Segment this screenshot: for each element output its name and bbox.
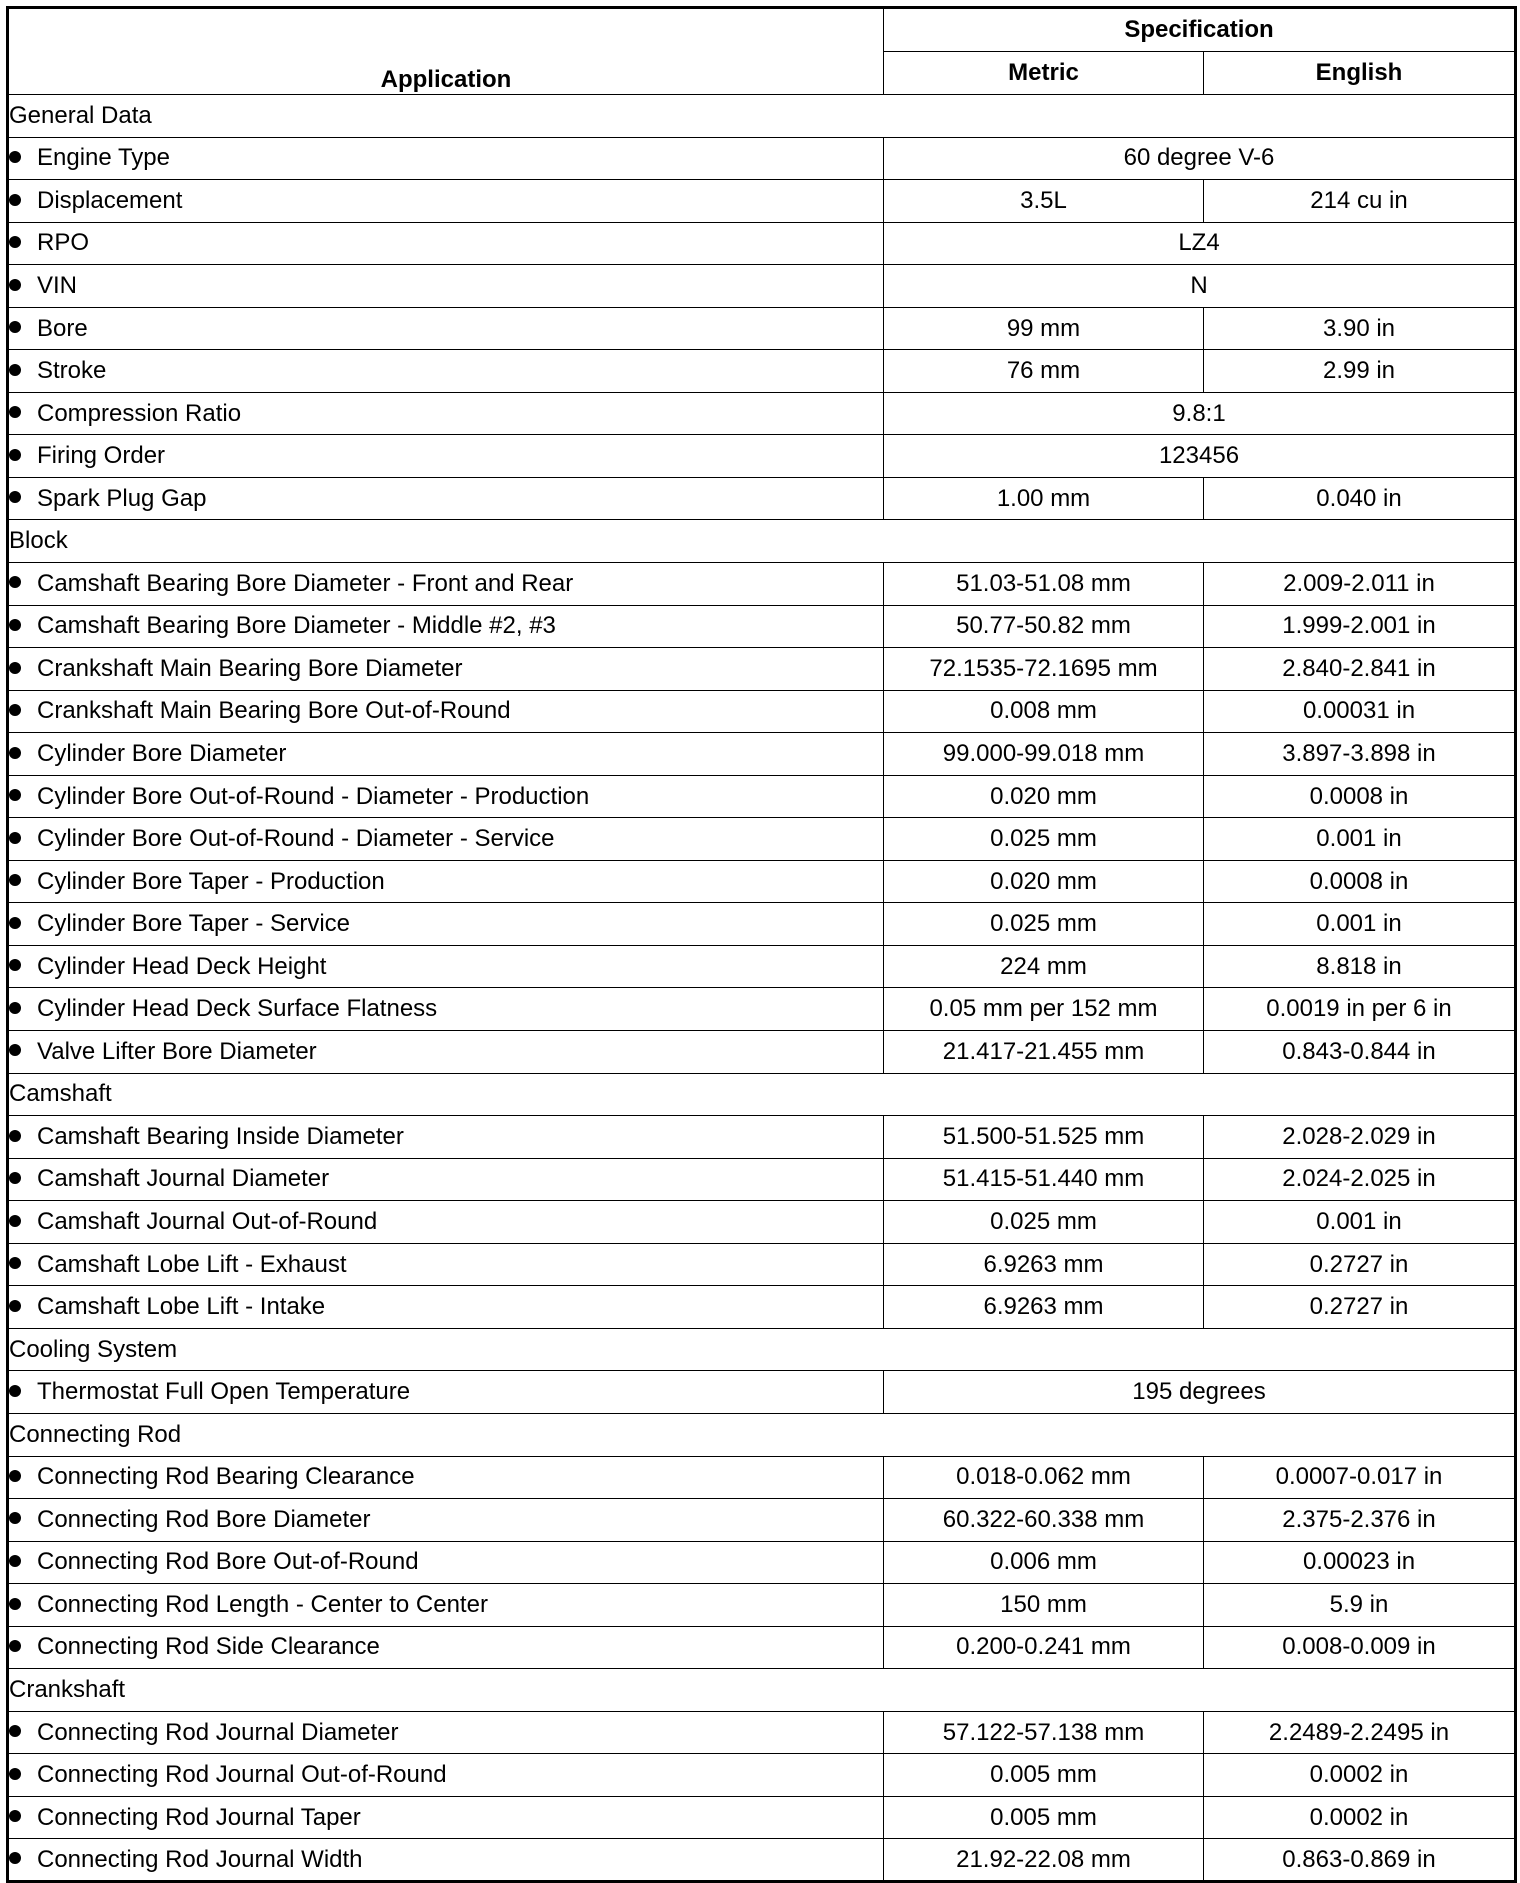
metric-value-cell: 150 mm <box>884 1584 1204 1627</box>
application-label: Compression Ratio <box>37 399 242 427</box>
application-label: Camshaft Journal Out-of-Round <box>37 1207 378 1235</box>
bullet-icon <box>9 1810 21 1822</box>
bullet-icon <box>9 747 21 759</box>
english-value-cell: 0.0002 in <box>1204 1754 1516 1797</box>
bullet-icon <box>9 874 21 886</box>
metric-value-cell: 99 mm <box>884 307 1204 350</box>
metric-value-cell: 6.9263 mm <box>884 1286 1204 1329</box>
english-value-cell: 0.00031 in <box>1204 690 1516 733</box>
metric-value-cell: 0.025 mm <box>884 1201 1204 1244</box>
engine-spec-table <box>6 6 1517 1883</box>
application-cell <box>8 733 884 776</box>
bullet-icon <box>9 1385 21 1397</box>
combined-spec-cell: 123456 <box>884 435 1516 478</box>
application-cell <box>8 1796 884 1839</box>
bullet-icon <box>9 1598 21 1610</box>
application-cell <box>8 392 884 435</box>
bullet-icon <box>9 1215 21 1227</box>
metric-value-cell: 0.200-0.241 mm <box>884 1626 1204 1669</box>
bullet-icon <box>9 662 21 674</box>
application-cell <box>8 1371 884 1414</box>
application-cell <box>8 1584 884 1627</box>
application-label: Crankshaft Main Bearing Bore Out-of-Round <box>37 697 511 725</box>
metric-value-cell: 50.77-50.82 mm <box>884 605 1204 648</box>
bullet-icon <box>9 1852 21 1864</box>
application-cell <box>8 1456 884 1499</box>
metric-value-cell: 0.025 mm <box>884 903 1204 946</box>
english-value-cell: 2.024-2.025 in <box>1204 1158 1516 1201</box>
application-cell <box>8 1499 884 1542</box>
application-label: Crankshaft Main Bearing Bore Diameter <box>37 654 463 682</box>
application-cell <box>8 563 884 606</box>
section-header-row <box>8 95 1516 138</box>
application-label: Engine Type <box>37 144 170 172</box>
table-row <box>8 477 1516 520</box>
table-row <box>8 1243 1516 1286</box>
metric-value-cell: 57.122-57.138 mm <box>884 1711 1204 1754</box>
english-value-cell: 0.040 in <box>1204 477 1516 520</box>
section-header-row <box>8 1328 1516 1371</box>
metric-value-cell: 0.006 mm <box>884 1541 1204 1584</box>
table-row <box>8 690 1516 733</box>
metric-value-cell: 0.05 mm per 152 mm <box>884 988 1204 1031</box>
spec-table-container <box>6 6 1517 1883</box>
application-label: Connecting Rod Journal Width <box>37 1845 363 1873</box>
english-value-cell: 1.999-2.001 in <box>1204 605 1516 648</box>
english-value-cell: 0.843-0.844 in <box>1204 1031 1516 1074</box>
metric-value-cell: 76 mm <box>884 350 1204 393</box>
bullet-icon <box>9 576 21 588</box>
metric-value-cell: 3.5L <box>884 180 1204 223</box>
application-cell <box>8 1839 884 1882</box>
application-label: Camshaft Bearing Bore Diameter - Front and Rear <box>37 569 574 597</box>
english-value-cell: 0.2727 in <box>1204 1286 1516 1329</box>
metric-value-cell: 224 mm <box>884 945 1204 988</box>
application-label: Camshaft Lobe Lift - Exhaust <box>37 1250 347 1278</box>
application-cell <box>8 1711 884 1754</box>
application-cell <box>8 180 884 223</box>
application-label: Camshaft Lobe Lift - Intake <box>37 1293 326 1321</box>
metric-value-cell: 51.500-51.525 mm <box>884 1116 1204 1159</box>
bullet-icon <box>9 236 21 248</box>
table-row <box>8 648 1516 691</box>
application-cell <box>8 1626 884 1669</box>
application-cell <box>8 1754 884 1797</box>
application-label: Cylinder Head Deck Height <box>37 952 327 980</box>
table-row <box>8 265 1516 308</box>
application-label: Bore <box>37 314 88 342</box>
application-label: Connecting Rod Bore Diameter <box>37 1505 371 1533</box>
application-cell <box>8 477 884 520</box>
application-label: Cylinder Head Deck Surface Flatness <box>37 995 438 1023</box>
metric-column-header: Metric <box>884 52 1204 95</box>
bullet-icon <box>9 406 21 418</box>
table-row <box>8 392 1516 435</box>
english-value-cell: 2.028-2.029 in <box>1204 1116 1516 1159</box>
combined-spec-cell: 60 degree V-6 <box>884 137 1516 180</box>
table-row <box>8 1456 1516 1499</box>
english-value-cell: 0.008-0.009 in <box>1204 1626 1516 1669</box>
combined-spec-cell: 195 degrees <box>884 1371 1516 1414</box>
combined-spec-cell: N <box>884 265 1516 308</box>
table-row <box>8 1499 1516 1542</box>
application-label: Cylinder Bore Out-of-Round - Diameter - Production <box>37 782 590 810</box>
application-cell <box>8 1031 884 1074</box>
english-value-cell: 214 cu in <box>1204 180 1516 223</box>
section-title: General Data <box>8 95 1516 138</box>
table-row <box>8 903 1516 946</box>
application-cell <box>8 903 884 946</box>
table-row <box>8 775 1516 818</box>
table-row <box>8 1286 1516 1329</box>
english-value-cell: 0.2727 in <box>1204 1243 1516 1286</box>
table-row <box>8 818 1516 861</box>
bullet-icon <box>9 364 21 376</box>
metric-value-cell: 72.1535-72.1695 mm <box>884 648 1204 691</box>
table-row <box>8 350 1516 393</box>
table-row <box>8 733 1516 776</box>
application-cell <box>8 775 884 818</box>
english-value-cell: 0.00023 in <box>1204 1541 1516 1584</box>
application-cell <box>8 648 884 691</box>
application-cell <box>8 1243 884 1286</box>
application-label: Connecting Rod Journal Taper <box>37 1803 361 1831</box>
table-row <box>8 1626 1516 1669</box>
metric-value-cell: 21.417-21.455 mm <box>884 1031 1204 1074</box>
application-label: VIN <box>37 271 78 299</box>
table-row <box>8 1541 1516 1584</box>
application-label: Connecting Rod Bore Out-of-Round <box>37 1548 419 1576</box>
bullet-icon <box>9 1172 21 1184</box>
bullet-icon <box>9 1512 21 1524</box>
application-label: Cylinder Bore Diameter <box>37 739 287 767</box>
section-header-row <box>8 1669 1516 1712</box>
table-row <box>8 988 1516 1031</box>
application-cell <box>8 1201 884 1244</box>
english-value-cell: 0.0008 in <box>1204 860 1516 903</box>
bullet-icon <box>9 1044 21 1056</box>
bullet-icon <box>9 151 21 163</box>
english-value-cell: 2.2489-2.2495 in <box>1204 1711 1516 1754</box>
bullet-icon <box>9 789 21 801</box>
section-title: Block <box>8 520 1516 563</box>
english-value-cell: 0.863-0.869 in <box>1204 1839 1516 1882</box>
bullet-icon <box>9 1640 21 1652</box>
metric-value-cell: 6.9263 mm <box>884 1243 1204 1286</box>
application-label: Connecting Rod Side Clearance <box>37 1633 380 1661</box>
application-label: Valve Lifter Bore Diameter <box>37 1037 317 1065</box>
table-row <box>8 563 1516 606</box>
metric-value-cell: 0.020 mm <box>884 775 1204 818</box>
application-cell <box>8 1158 884 1201</box>
table-row <box>8 1711 1516 1754</box>
application-label: Cylinder Bore Taper - Production <box>37 867 385 895</box>
section-title: Connecting Rod <box>8 1413 1516 1456</box>
metric-value-cell: 99.000-99.018 mm <box>884 733 1204 776</box>
combined-spec-cell: 9.8:1 <box>884 392 1516 435</box>
section-title: Camshaft <box>8 1073 1516 1116</box>
application-cell <box>8 350 884 393</box>
metric-value-cell: 0.025 mm <box>884 818 1204 861</box>
table-row <box>8 1201 1516 1244</box>
metric-value-cell: 51.03-51.08 mm <box>884 563 1204 606</box>
english-value-cell: 3.897-3.898 in <box>1204 733 1516 776</box>
bullet-icon <box>9 1725 21 1737</box>
bullet-icon <box>9 1300 21 1312</box>
english-value-cell: 0.0008 in <box>1204 775 1516 818</box>
table-row <box>8 1158 1516 1201</box>
bullet-icon <box>9 1130 21 1142</box>
application-cell <box>8 818 884 861</box>
english-value-cell: 0.0002 in <box>1204 1796 1516 1839</box>
application-cell <box>8 860 884 903</box>
bullet-icon <box>9 1002 21 1014</box>
metric-value-cell: 51.415-51.440 mm <box>884 1158 1204 1201</box>
bullet-icon <box>9 1257 21 1269</box>
english-value-cell: 2.009-2.011 in <box>1204 563 1516 606</box>
bullet-icon <box>9 449 21 461</box>
metric-value-cell: 1.00 mm <box>884 477 1204 520</box>
application-cell <box>8 265 884 308</box>
bullet-icon <box>9 832 21 844</box>
application-cell <box>8 988 884 1031</box>
metric-value-cell: 0.005 mm <box>884 1796 1204 1839</box>
table-row <box>8 1839 1516 1882</box>
bullet-icon <box>9 917 21 929</box>
section-header-row <box>8 1413 1516 1456</box>
english-value-cell: 2.840-2.841 in <box>1204 648 1516 691</box>
application-label: Connecting Rod Journal Diameter <box>37 1718 399 1746</box>
section-title: Cooling System <box>8 1328 1516 1371</box>
section-title: Crankshaft <box>8 1669 1516 1712</box>
application-cell <box>8 1541 884 1584</box>
table-body <box>8 95 1516 1882</box>
application-label: Spark Plug Gap <box>37 484 207 512</box>
application-cell <box>8 222 884 265</box>
table-row <box>8 605 1516 648</box>
table-row <box>8 945 1516 988</box>
table-row <box>8 1116 1516 1159</box>
english-value-cell: 5.9 in <box>1204 1584 1516 1627</box>
metric-value-cell: 60.322-60.338 mm <box>884 1499 1204 1542</box>
application-label: Cylinder Bore Out-of-Round - Diameter - Service <box>37 825 555 853</box>
table-header <box>8 8 1516 95</box>
combined-spec-cell: LZ4 <box>884 222 1516 265</box>
application-cell <box>8 1116 884 1159</box>
metric-value-cell: 0.018-0.062 mm <box>884 1456 1204 1499</box>
english-value-cell: 3.90 in <box>1204 307 1516 350</box>
application-label: Connecting Rod Journal Out-of-Round <box>37 1761 447 1789</box>
application-label: RPO <box>37 229 90 257</box>
bullet-icon <box>9 321 21 333</box>
bullet-icon <box>9 959 21 971</box>
bullet-icon <box>9 619 21 631</box>
application-label: Camshaft Bearing Bore Diameter - Middle #2, #3 <box>37 612 556 640</box>
application-cell <box>8 137 884 180</box>
bullet-icon <box>9 491 21 503</box>
english-value-cell: 2.99 in <box>1204 350 1516 393</box>
section-header-row <box>8 520 1516 563</box>
table-row <box>8 860 1516 903</box>
application-cell <box>8 605 884 648</box>
table-row <box>8 1754 1516 1797</box>
table-row <box>8 1371 1516 1414</box>
application-cell <box>8 1286 884 1329</box>
english-value-cell: 0.001 in <box>1204 1201 1516 1244</box>
bullet-icon <box>9 704 21 716</box>
application-label: Connecting Rod Length - Center to Center <box>37 1590 488 1618</box>
application-column-header: Application <box>8 8 884 95</box>
table-row <box>8 435 1516 478</box>
application-label: Camshaft Journal Diameter <box>37 1165 330 1193</box>
english-value-cell: 2.375-2.376 in <box>1204 1499 1516 1542</box>
table-row <box>8 1031 1516 1074</box>
table-row <box>8 1584 1516 1627</box>
application-label: Displacement <box>37 186 183 214</box>
specification-column-header: Specification <box>884 8 1516 52</box>
application-label: Thermostat Full Open Temperature <box>37 1378 411 1406</box>
bullet-icon <box>9 1470 21 1482</box>
application-cell <box>8 435 884 478</box>
table-row <box>8 180 1516 223</box>
section-header-row <box>8 1073 1516 1116</box>
bullet-icon <box>9 1768 21 1780</box>
bullet-icon <box>9 1555 21 1567</box>
english-value-cell: 0.0007-0.017 in <box>1204 1456 1516 1499</box>
table-row <box>8 307 1516 350</box>
application-label: Cylinder Bore Taper - Service <box>37 910 351 938</box>
english-value-cell: 8.818 in <box>1204 945 1516 988</box>
application-cell <box>8 945 884 988</box>
metric-value-cell: 0.008 mm <box>884 690 1204 733</box>
application-cell <box>8 307 884 350</box>
application-label: Connecting Rod Bearing Clearance <box>37 1463 415 1491</box>
english-value-cell: 0.0019 in per 6 in <box>1204 988 1516 1031</box>
metric-value-cell: 21.92-22.08 mm <box>884 1839 1204 1882</box>
english-column-header: English <box>1204 52 1516 95</box>
metric-value-cell: 0.020 mm <box>884 860 1204 903</box>
bullet-icon <box>9 194 21 206</box>
metric-value-cell: 0.005 mm <box>884 1754 1204 1797</box>
table-row <box>8 1796 1516 1839</box>
application-label: Firing Order <box>37 442 166 470</box>
application-label: Stroke <box>37 357 107 385</box>
english-value-cell: 0.001 in <box>1204 818 1516 861</box>
table-row <box>8 222 1516 265</box>
application-cell <box>8 690 884 733</box>
table-row <box>8 137 1516 180</box>
bullet-icon <box>9 279 21 291</box>
english-value-cell: 0.001 in <box>1204 903 1516 946</box>
application-label: Camshaft Bearing Inside Diameter <box>37 1122 404 1150</box>
